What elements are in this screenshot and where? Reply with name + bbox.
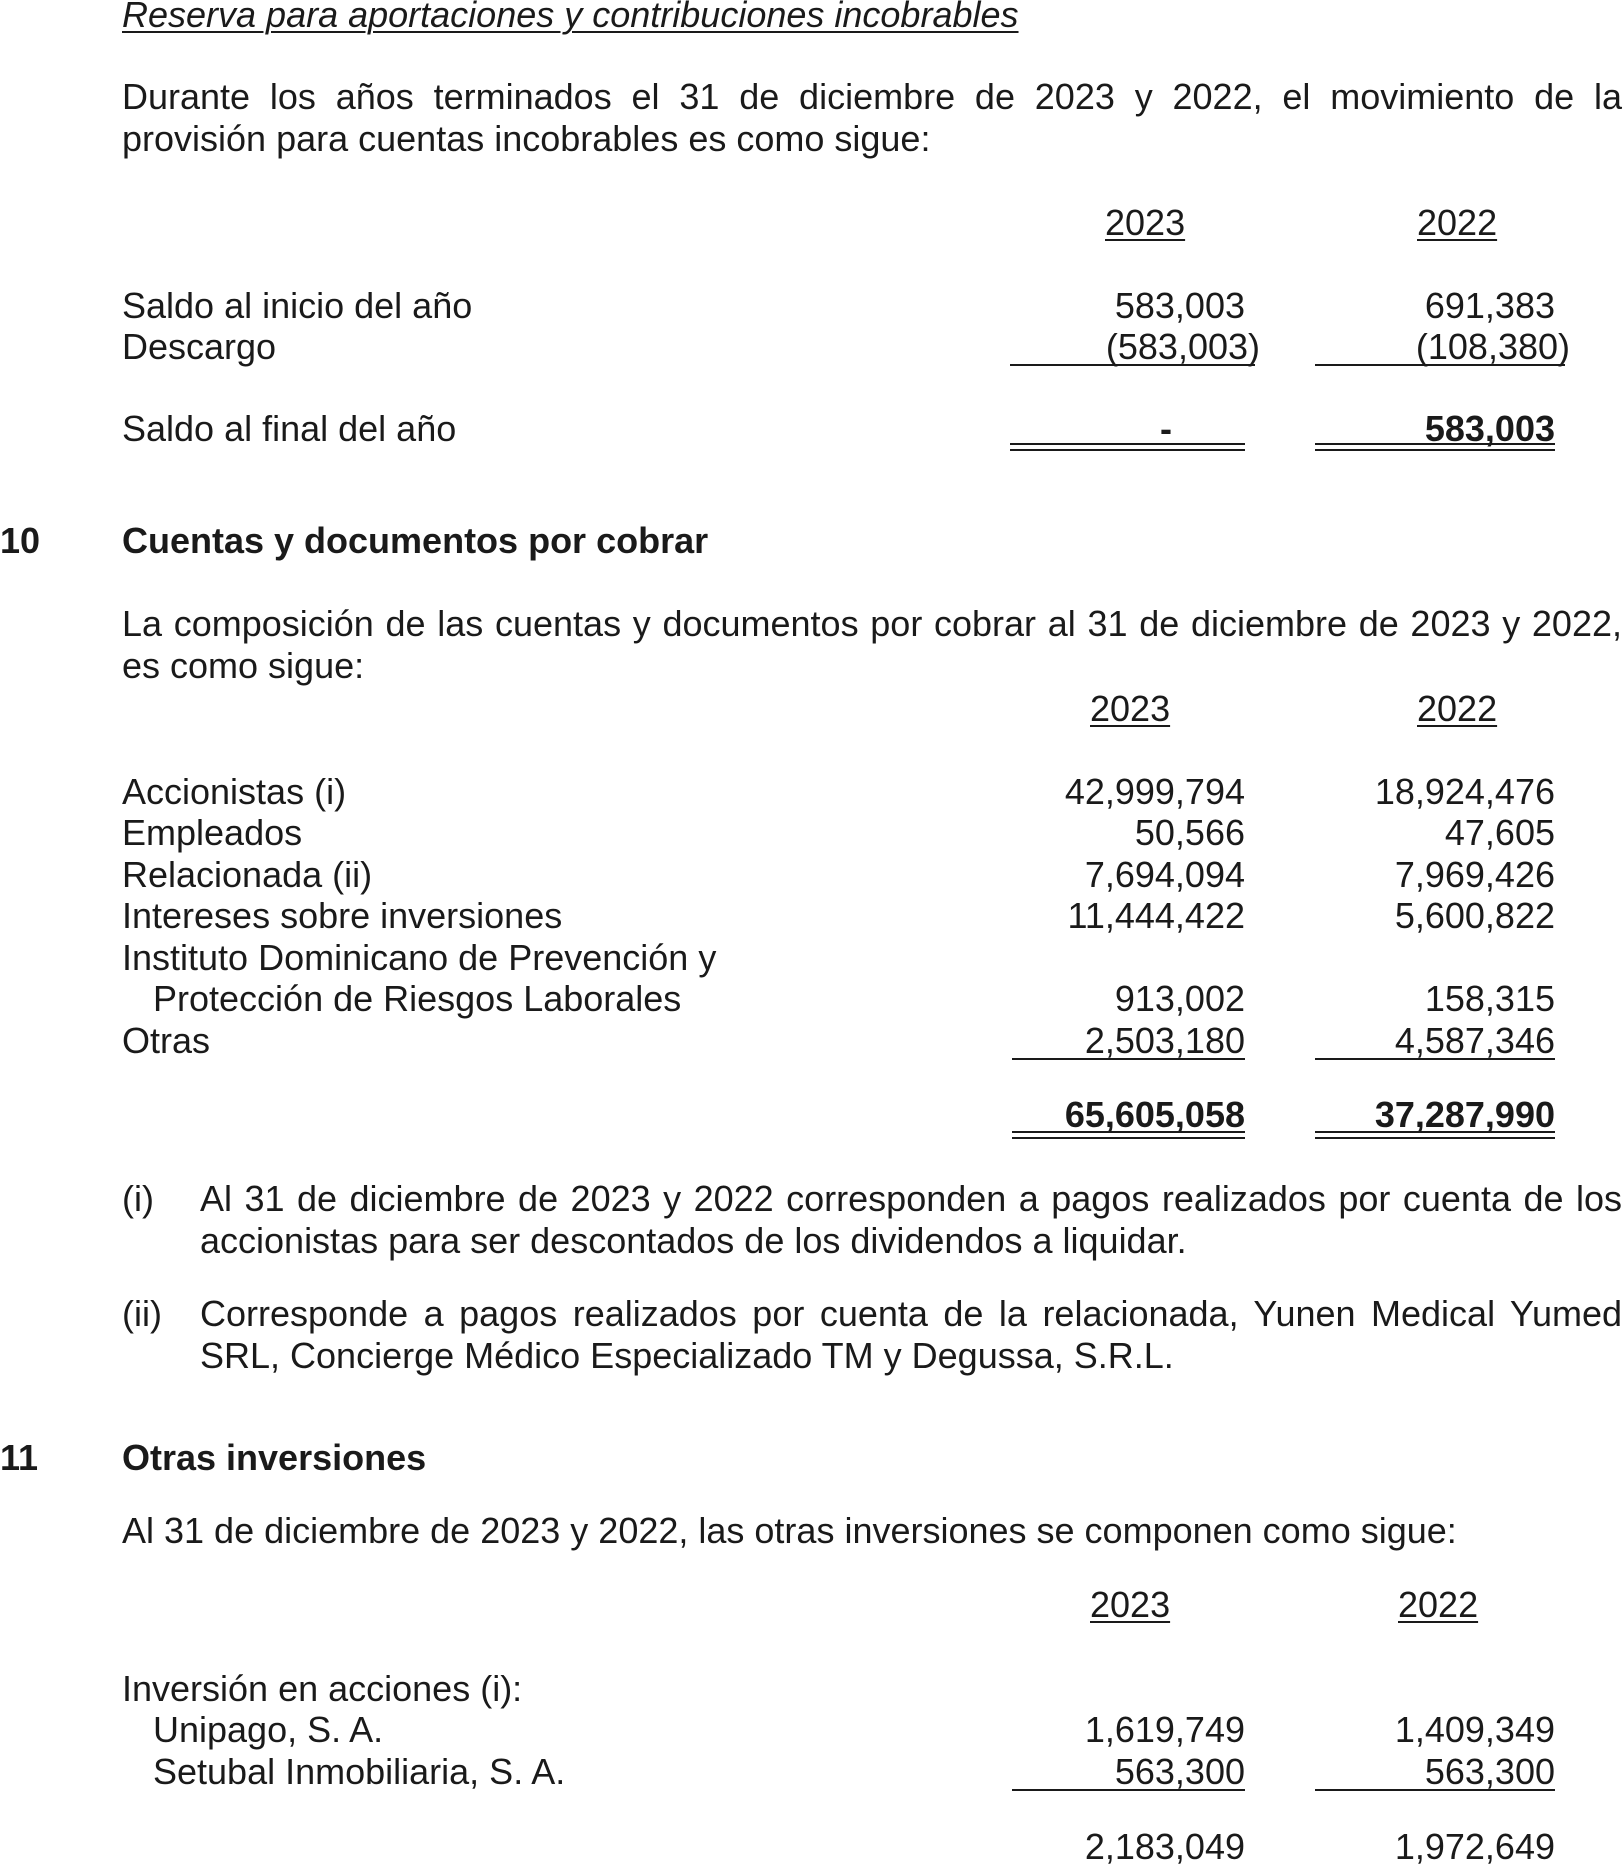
reserve-heading: Reserva para aportaciones y contribuciones incobrables bbox=[122, 0, 1019, 35]
section11-number: 11 bbox=[0, 1437, 39, 1478]
reserve-col-2023: 2023 bbox=[1105, 202, 1186, 243]
footnote-text: Corresponde a pagos realizados por cuenta de la relacionada, Yunen Medical Yumed SRL, Concierge Médico Especializado TM y Degussa, S.R.L. bbox=[200, 1293, 1622, 1376]
value-2022: 563,300 bbox=[1424, 1751, 1555, 1792]
footnote-mark: (ii) bbox=[122, 1293, 162, 1334]
footnote-mark: (i) bbox=[122, 1178, 154, 1219]
subtotal-rule-2022 bbox=[1315, 1058, 1555, 1060]
value-2022: 47,605 bbox=[1444, 812, 1555, 853]
total-2022: 583,003 bbox=[1424, 408, 1555, 449]
subtotal-rule-2023 bbox=[1010, 364, 1255, 366]
section10-col-2022: 2022 bbox=[1417, 688, 1498, 729]
row-label: Protección de Riesgos Laborales bbox=[153, 978, 682, 1019]
subtotal-rule-2022 bbox=[1315, 1789, 1555, 1791]
value-2022: 5,600,822 bbox=[1394, 895, 1555, 936]
reserve-intro: Durante los años terminados el 31 de diciembre de 2023 y 2022, el movimiento de la provisión para cuentas incobrables es como sigue: bbox=[122, 76, 1622, 159]
reserve-col-2022: 2022 bbox=[1417, 202, 1498, 243]
value-2023: 11,444,422 bbox=[1067, 895, 1245, 936]
section10-intro: La composición de las cuentas y documentos por cobrar al 31 de diciembre de 2023 y 2022, es como sigue: bbox=[122, 603, 1622, 686]
value-2023: 7,694,094 bbox=[1084, 854, 1245, 895]
total-2023: - bbox=[1160, 408, 1172, 449]
total-2023: 2,183,049 bbox=[1084, 1826, 1245, 1867]
subtotal-rule-2023 bbox=[1012, 1058, 1245, 1060]
value-2023: 2,503,180 bbox=[1084, 1020, 1245, 1061]
value-2023: 913,002 bbox=[1114, 978, 1245, 1019]
section11-intro: Al 31 de diciembre de 2023 y 2022, las otras inversiones se componen como sigue: bbox=[122, 1510, 1457, 1551]
value-2023: 1,619,749 bbox=[1084, 1709, 1245, 1750]
row-label: Setubal Inmobiliaria, S. A. bbox=[153, 1751, 566, 1792]
value-2022: 18,924,476 bbox=[1374, 771, 1555, 812]
group-label: Inversión en acciones (i): bbox=[122, 1668, 523, 1709]
double-rule-2022 bbox=[1315, 443, 1555, 451]
section11-col-2022: 2022 bbox=[1398, 1584, 1479, 1625]
section11-col-2023: 2023 bbox=[1090, 1584, 1171, 1625]
total-2022: 37,287,990 bbox=[1374, 1094, 1555, 1135]
double-rule-2023 bbox=[1012, 1131, 1245, 1139]
value-2022: 691,383 bbox=[1424, 285, 1555, 326]
row-label: Otras bbox=[122, 1020, 211, 1061]
row-label: Accionistas (i) bbox=[122, 771, 347, 812]
subtotal-rule-2023 bbox=[1012, 1789, 1245, 1791]
row-label: Intereses sobre inversiones bbox=[122, 895, 563, 936]
section10-title: Cuentas y documentos por cobrar bbox=[122, 520, 709, 561]
value-2023: 563,300 bbox=[1114, 1751, 1245, 1792]
row-label: Unipago, S. A. bbox=[153, 1709, 384, 1750]
value-2023: (583,003) bbox=[1105, 326, 1260, 367]
value-2022: 1,409,349 bbox=[1394, 1709, 1555, 1750]
value-2022: (108,380) bbox=[1415, 326, 1570, 367]
value-2023: 50,566 bbox=[1134, 812, 1245, 853]
row-label: Empleados bbox=[122, 812, 303, 853]
double-rule-2023 bbox=[1010, 443, 1245, 451]
value-2022: 7,969,426 bbox=[1394, 854, 1555, 895]
value-2023: 583,003 bbox=[1114, 285, 1245, 326]
row-label: Relacionada (ii) bbox=[122, 854, 373, 895]
section11-title: Otras inversiones bbox=[122, 1437, 427, 1478]
row-label: Saldo al inicio del año bbox=[122, 285, 473, 326]
total-2022: 1,972,649 bbox=[1394, 1826, 1555, 1867]
footnote-text: Al 31 de diciembre de 2023 y 2022 corresponden a pagos realizados por cuenta de los accionistas para ser descontados de los dividendos a liquidar. bbox=[200, 1178, 1622, 1261]
section10-col-2023: 2023 bbox=[1090, 688, 1171, 729]
subtotal-rule-2022 bbox=[1315, 364, 1565, 366]
section10-number: 10 bbox=[0, 520, 41, 561]
value-2023: 42,999,794 bbox=[1064, 771, 1245, 812]
value-2022: 158,315 bbox=[1424, 978, 1555, 1019]
row-label: Descargo bbox=[122, 326, 277, 367]
row-label: Instituto Dominicano de Prevención y bbox=[122, 937, 717, 978]
total-2023: 65,605,058 bbox=[1064, 1094, 1245, 1135]
total-label: Saldo al final del año bbox=[122, 408, 457, 449]
value-2022: 4,587,346 bbox=[1394, 1020, 1555, 1061]
double-rule-2022 bbox=[1315, 1131, 1555, 1139]
